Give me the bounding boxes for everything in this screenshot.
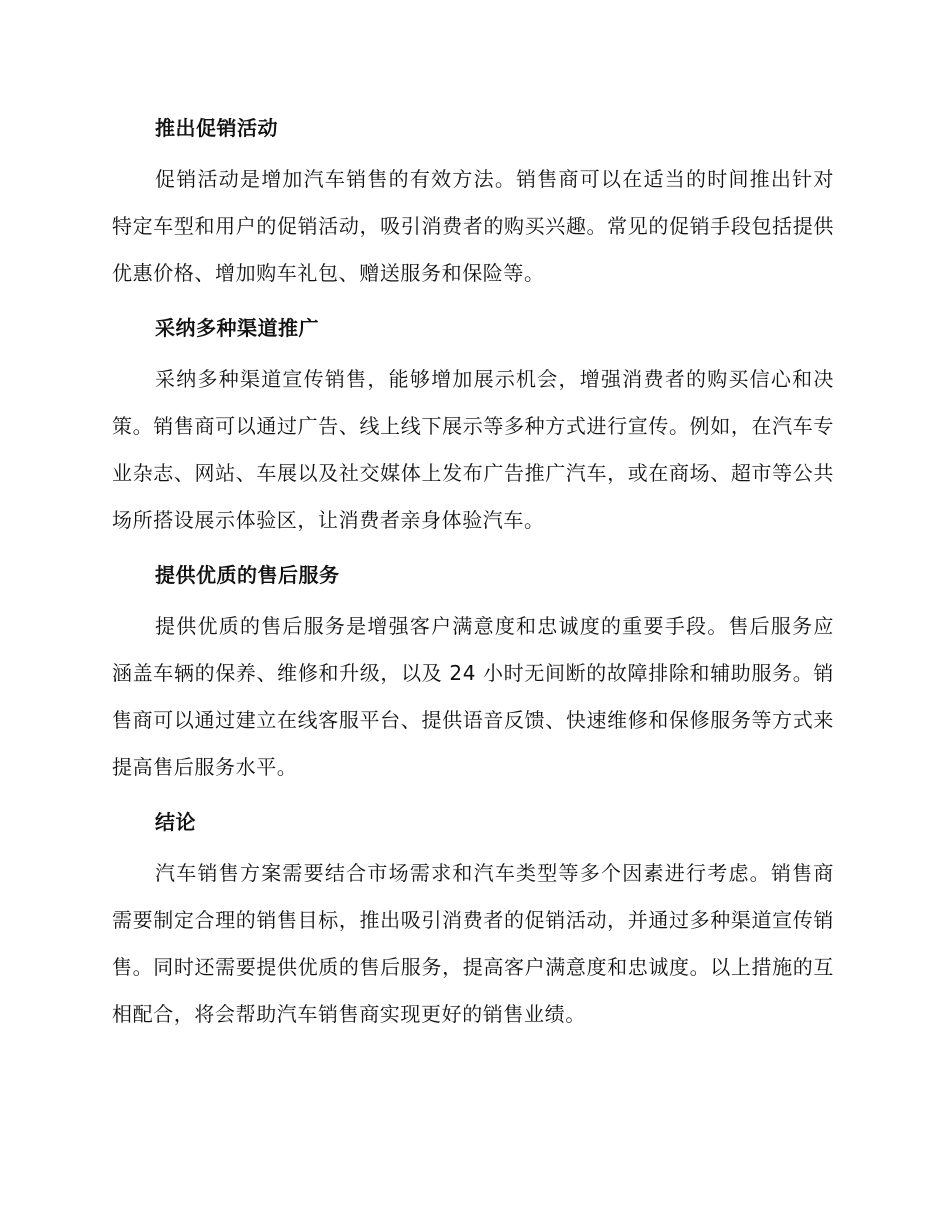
- section-multichannel: [112, 308, 834, 544]
- section-heading: 采纳多种渠道推广: [155, 316, 319, 340]
- section-promotion: [112, 108, 834, 297]
- section-paragraph: 汽车销售方案需要结合市场需求和汽车类型等多个因素进行考虑。销售商需要制定合理的销售目标，推出吸引消费者的促销活动，并通过多种渠道宣传销售。同时还需要提供优质的售后服务，提高客户满意度和忠诚度。以上措施的互相配合，将会帮助汽车销售商实现更好的销售业绩。: [112, 861, 834, 1026]
- section-heading: 推出促销活动: [155, 116, 278, 140]
- document-content: [112, 108, 834, 1049]
- section-paragraph: 提供优质的售后服务是增强客户满意度和忠诚度的重要手段。售后服务应涵盖车辆的保养、维修和升级，以及 24 小时无间断的故障排除和辅助服务。销售商可以通过建立在线客服平台、提供语音反馈、快速维修和保修服务等方式来提高售后服务水平。: [112, 614, 834, 779]
- section-heading: 结论: [155, 810, 196, 834]
- section-heading: 提供优质的售后服务: [155, 563, 340, 587]
- section-paragraph: 采纳多种渠道宣传销售，能够增加展示机会，增强消费者的购买信心和决策。销售商可以通过广告、线上线下展示等多种方式进行宣传。例如，在汽车专业杂志、网站、车展以及社交媒体上发布广告推广汽车，或在商场、超市等公共场所搭设展示体验区，让消费者亲身体验汽车。: [112, 367, 834, 532]
- section-after-sales: [112, 555, 834, 791]
- section-paragraph: 促销活动是增加汽车销售的有效方法。销售商可以在适当的时间推出针对特定车型和用户的促销活动，吸引消费者的购买兴趣。常见的促销手段包括提供优惠价格、增加购车礼包、赠送服务和保险等。: [112, 167, 834, 285]
- section-conclusion: [112, 802, 834, 1038]
